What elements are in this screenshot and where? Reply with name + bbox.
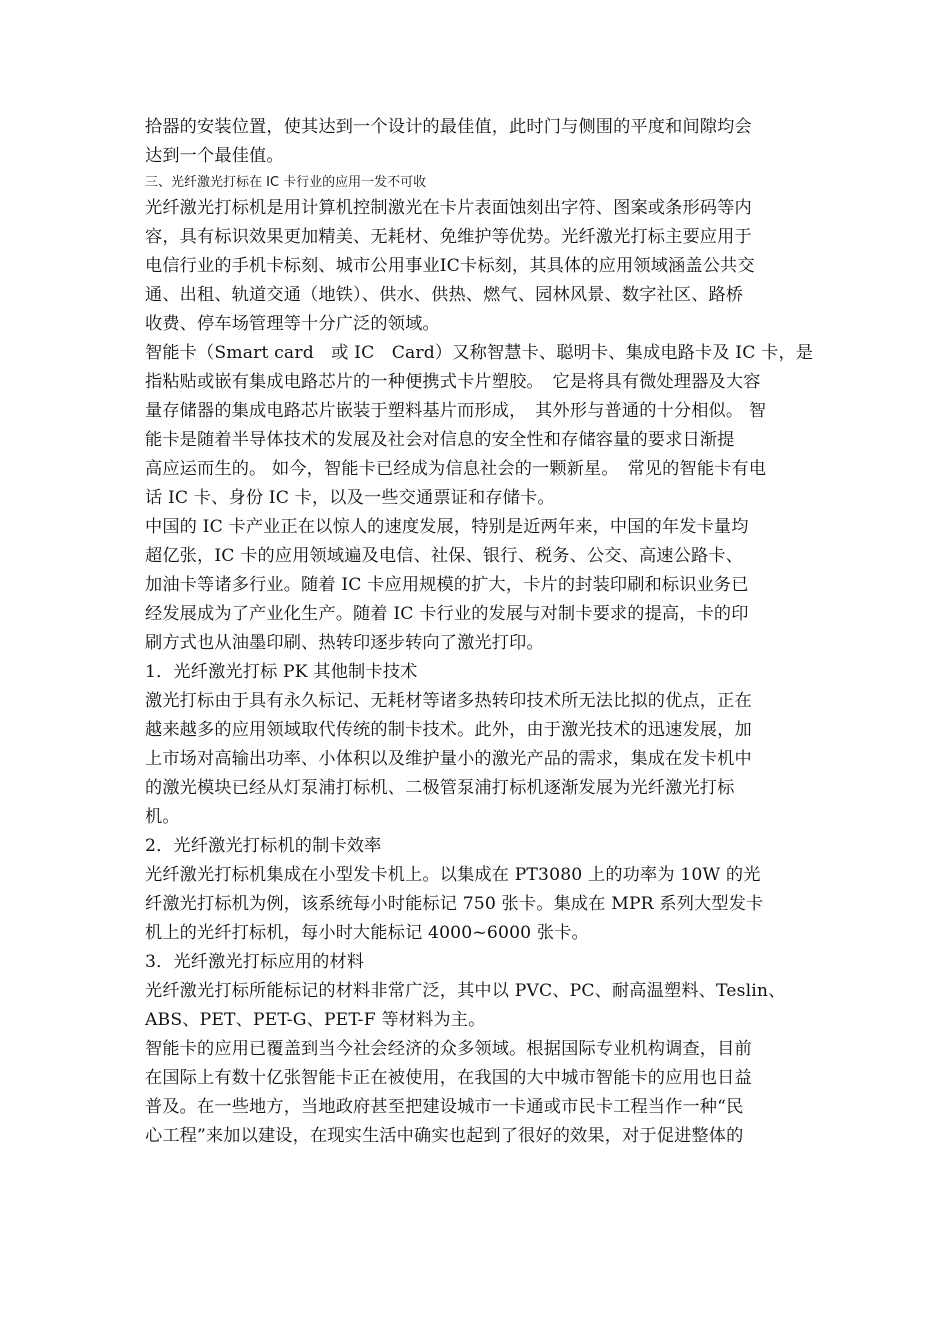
paragraph-line: 指粘贴或嵌有集成电路芯片的一种便携式卡片塑胶。 它是将具有微处理器及大容 [145, 372, 761, 392]
paragraph-line: 光纤激光打标机集成在小型发卡机上。以集成在 PT3080 上的功率为 10W 的光 [145, 865, 761, 885]
paragraph-line: 刷方式也从油墨印刷、热转印逐步转向了激光打印。 [145, 633, 544, 653]
paragraph-line: 智能卡（Smart card 或 IC Card）又称智慧卡、聪明卡、集成电路卡及 IC 卡，是 [145, 343, 814, 363]
paragraph-line: 通、出租、轨道交通（地铁）、供水、供热、燃气、园林风景、数字社区、路桥 [145, 285, 744, 305]
paragraph-line: 机上的光纤打标机，每小时大能标记 4000~6000 张卡。 [145, 923, 589, 943]
paragraph-line: 达到一个最佳值。 [145, 146, 284, 166]
paragraph-line: 中国的 IC 卡产业正在以惊人的速度发展，特别是近两年来，中国的年发卡量均 [145, 517, 749, 537]
paragraph-line: 收费、停车场管理等十分广泛的领域。 [145, 314, 440, 334]
paragraph-line: 心工程”来加以建设，在现实生活中确实也起到了很好的效果，对于促进整体的 [145, 1126, 744, 1146]
paragraph-line: 越来越多的应用领域取代传统的制卡技术。此外，由于激光技术的迅速发展，加 [145, 720, 752, 740]
paragraph-line: 上市场对高输出功率、小体积以及维护量小的激光产品的需求，集成在发卡机中 [145, 749, 752, 769]
section-heading: 三、光纤激光打标在 IC 卡行业的应用一发不可收 [145, 175, 427, 190]
paragraph-line: 机。 [145, 807, 180, 827]
paragraph-line: 经发展成为了产业化生产。随着 IC 卡行业的发展与对制卡要求的提高，卡的印 [145, 604, 749, 624]
paragraph-line: 容，具有标识效果更加精美、无耗材、免维护等优势。光纤激光打标主要应用于 [145, 227, 752, 247]
paragraph-line: 话 IC 卡、身份 IC 卡，以及一些交通票证和存储卡。 [145, 488, 555, 508]
paragraph-line: 激光打标由于具有永久标记、无耗材等诸多热转印技术所无法比拟的优点，正在 [145, 691, 752, 711]
paragraph-line: 在国际上有数十亿张智能卡正在被使用，在我国的大中城市智能卡的应用也日益 [145, 1068, 752, 1088]
paragraph-line: 加油卡等诸多行业。随着 IC 卡应用规模的扩大，卡片的封装印刷和标识业务已 [145, 575, 749, 595]
paragraph-line: 光纤激光打标机是用计算机控制激光在卡片表面蚀刻出字符、图案或条形码等内 [145, 198, 752, 218]
paragraph-line: 普及。在一些地方，当地政府甚至把建设城市一卡通或市民卡工程当作一种“民 [145, 1097, 744, 1117]
paragraph-line: 2．光纤激光打标机的制卡效率 [145, 836, 382, 856]
paragraph-line: 高应运而生的。 如今，智能卡已经成为信息社会的一颗新星。 常见的智能卡有电 [145, 459, 767, 479]
paragraph-line: 的激光模块已经从灯泵浦打标机、二极管泵浦打标机逐渐发展为光纤激光打标 [145, 778, 735, 798]
paragraph-line: 超亿张，IC 卡的应用领域遍及电信、社保、银行、税务、公交、高速公路卡、 [145, 546, 743, 566]
paragraph-line: 1．光纤激光打标 PK 其他制卡技术 [145, 662, 418, 682]
paragraph-line: 量存储器的集成电路芯片嵌装于塑料基片而形成， 其外形与普通的十分相似。 智 [145, 401, 767, 421]
paragraph-line: ABS、PET、PET-G、PET-F 等材料为主。 [145, 1010, 486, 1030]
paragraph-line: 3．光纤激光打标应用的材料 [145, 952, 365, 972]
paragraph-line: 纤激光打标机为例，该系统每小时能标记 750 张卡。集成在 MPR 系列大型发卡 [145, 894, 764, 914]
paragraph-line: 光纤激光打标所能标记的材料非常广泛，其中以 PVC、PC、耐高温塑料、Teslin、 [145, 981, 786, 1001]
paragraph-line: 能卡是随着半导体技术的发展及社会对信息的安全性和存储容量的要求日渐提 [145, 430, 735, 450]
paragraph-line: 拾器的安装位置，使其达到一个设计的最佳值，此时门与侧围的平度和间隙均会 [145, 117, 752, 137]
paragraph-line: 电信行业的手机卡标刻、城市公用事业IC卡标刻，其具体的应用领域涵盖公共交 [145, 256, 755, 276]
document-body [145, 113, 814, 1151]
paragraph-line: 智能卡的应用已覆盖到当今社会经济的众多领域。根据国际专业机构调查，目前 [145, 1039, 752, 1059]
